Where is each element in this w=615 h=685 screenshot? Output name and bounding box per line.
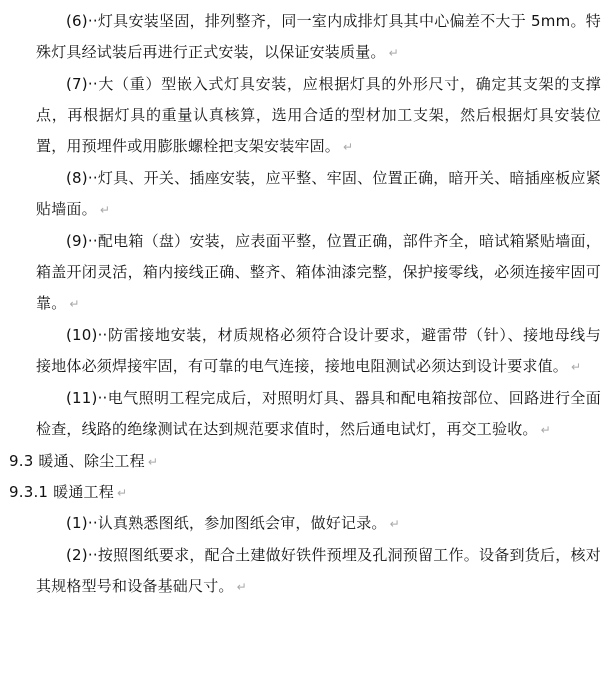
paragraph-item-8 [36, 163, 601, 226]
paragraph-mark-icon: ↵ [388, 46, 399, 60]
item-number: (9) [66, 232, 88, 250]
paragraph-text: ··配电箱（盘）安装，应表面平整，位置正确，部件齐全，暗试箱紧贴墙面，箱盖开闭灵活，箱内接线正确、整齐、箱体油漆完整，保护接零线，必须连接牢固可靠。 [36, 232, 601, 312]
item-number: (8) [66, 169, 88, 187]
paragraph-mark-icon: ↵ [69, 297, 80, 311]
paragraph-text: ··大（重）型嵌入式灯具安装，应根据灯具的外形尺寸，确定其支架的支撑点，再根据灯具的重量认真核算，选用合适的型材加工支架，然后根据灯具安装位置，用预埋件或用膨胀螺栓把支架安装牢固。 [36, 75, 601, 155]
item-number: (1) [66, 514, 88, 532]
item-number: (6) [66, 12, 88, 30]
item-number: (7) [66, 75, 88, 93]
subsection-heading-text: 9.3.1 暖通工程 [9, 483, 114, 501]
paragraph-item-10 [36, 320, 601, 383]
paragraph-item-6 [36, 6, 601, 69]
item-number: (10) [66, 326, 98, 344]
paragraph-text: ··认真熟悉图纸，参加图纸会审，做好记录。 [87, 514, 387, 532]
paragraph-item-7 [36, 69, 601, 163]
paragraph-mark-icon: ↵ [236, 580, 247, 594]
paragraph-mark-icon: ↵ [343, 140, 354, 154]
section-heading-text: 9.3 暖通、除尘工程 [9, 452, 145, 470]
item-number: (2) [66, 546, 88, 564]
paragraph-text: ··灯具安装坚固，排列整齐，同一室内成排灯具其中心偏差不大于 5mm。特殊灯具经试装后再进行正式安装，以保证安装质量。 [36, 12, 601, 61]
paragraph-item-1 [36, 508, 601, 540]
paragraph-text: ··电气照明工程完成后，对照明灯具、器具和配电箱按部位、回路进行全面检查，线路的绝缘测试在达到规范要求值时，然后通电试灯，再交工验收。 [36, 389, 601, 438]
paragraph-mark-icon: ↵ [540, 423, 551, 437]
paragraph-text: ··按照图纸要求，配合土建做好铁件预埋及孔洞预留工作。设备到货后，核对其规格型号和设备基础尺寸。 [36, 546, 601, 595]
paragraph-mark-icon: ↵ [147, 455, 159, 469]
section-heading [9, 446, 601, 477]
paragraph-mark-icon: ↵ [99, 203, 111, 217]
paragraph-item-11 [36, 383, 601, 446]
item-number: (11) [66, 389, 98, 407]
paragraph-text: ··灯具、开关、插座安装，应平整、牢固、位置正确，暗开关、暗插座板应紧贴墙面。 [36, 169, 601, 218]
paragraph-mark-icon: ↵ [116, 486, 128, 500]
paragraph-item-9 [36, 226, 601, 320]
paragraph-item-2 [36, 540, 601, 603]
paragraph-text: ··防雷接地安装，材质规格必须符合设计要求，避雷带（针）、接地母线与接地体必须焊接牢固，有可靠的电气连接，接地电阻测试必须达到设计要求值。 [36, 326, 601, 375]
subsection-heading [9, 477, 601, 508]
paragraph-mark-icon: ↵ [389, 517, 400, 531]
paragraph-mark-icon: ↵ [571, 360, 582, 374]
